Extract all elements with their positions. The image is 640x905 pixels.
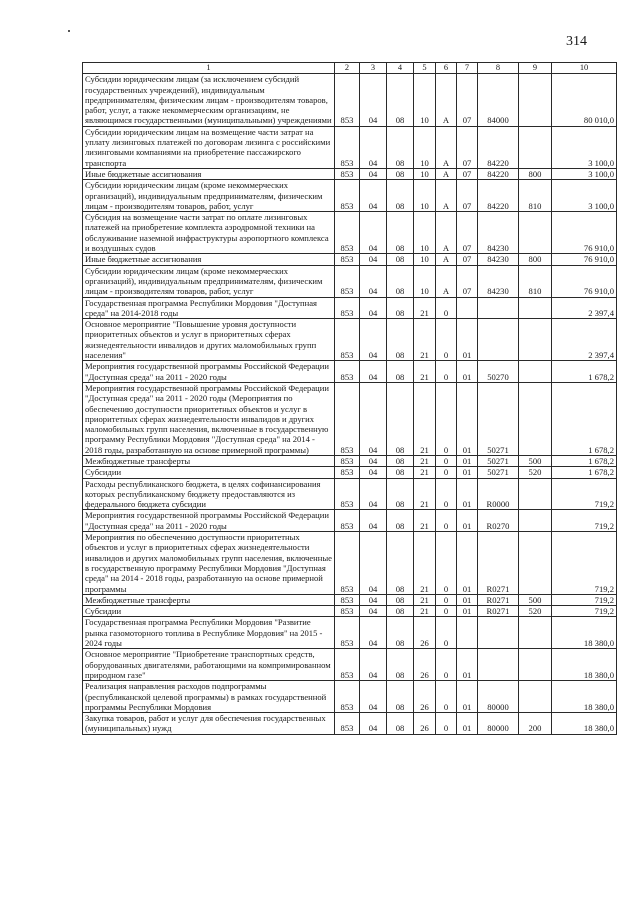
column-header: 5 bbox=[414, 63, 436, 74]
row-amount: 719,2 bbox=[552, 510, 617, 532]
row-code-c6: 0 bbox=[436, 319, 457, 361]
row-code-c5: 21 bbox=[414, 467, 436, 478]
row-amount: 719,2 bbox=[552, 478, 617, 510]
row-code-c8: R0271 bbox=[478, 532, 519, 595]
row-code-c5: 10 bbox=[414, 180, 436, 212]
row-code-c6: А bbox=[436, 254, 457, 265]
row-code-c3: 04 bbox=[360, 606, 387, 617]
row-code-c9 bbox=[519, 649, 552, 681]
table-row bbox=[83, 478, 617, 510]
row-amount: 80 010,0 bbox=[552, 74, 617, 126]
header-row bbox=[83, 63, 617, 74]
row-code-c6: 0 bbox=[436, 594, 457, 605]
row-code-c8: R0270 bbox=[478, 510, 519, 532]
row-name: Межбюджетные трансферты bbox=[83, 455, 335, 466]
table-body bbox=[83, 74, 617, 734]
row-code-c2: 853 bbox=[335, 594, 360, 605]
row-code-c2: 853 bbox=[335, 478, 360, 510]
row-code-c2: 853 bbox=[335, 265, 360, 297]
column-header: 7 bbox=[457, 63, 478, 74]
table-row bbox=[83, 212, 617, 254]
row-name: Государственная программа Республики Мордовия "Развитие рынка газомоторного топлива в Республике Мордовия" на 2015 - 2024 годы bbox=[83, 617, 335, 649]
row-code-c3: 04 bbox=[360, 265, 387, 297]
row-code-c8: 50271 bbox=[478, 382, 519, 455]
table-row bbox=[83, 617, 617, 649]
row-code-c9: 520 bbox=[519, 606, 552, 617]
row-code-c8 bbox=[478, 649, 519, 681]
row-code-c4: 08 bbox=[387, 126, 414, 168]
row-code-c8 bbox=[478, 297, 519, 319]
row-code-c9: 500 bbox=[519, 594, 552, 605]
row-code-c7: 01 bbox=[457, 681, 478, 713]
row-code-c5: 10 bbox=[414, 74, 436, 126]
row-code-c2: 853 bbox=[335, 382, 360, 455]
row-code-c3: 04 bbox=[360, 455, 387, 466]
table-row bbox=[83, 254, 617, 265]
row-code-c5: 21 bbox=[414, 478, 436, 510]
row-name: Мероприятия по обеспечению доступности приоритетных объектов и услуг в приоритетных сферах жизнедеятельности инвалидов и других маломобильных групп населения, включенные в государственную программу Республики Мордовия "Доступная среда" на 2014 - 2018 годы, разработанную на основе примерной программы bbox=[83, 532, 335, 595]
row-code-c4: 08 bbox=[387, 212, 414, 254]
row-name: Мероприятия государственной программы Российской Федерации "Доступная среда" на 2011 - 2020 годы bbox=[83, 510, 335, 532]
row-code-c8: 84230 bbox=[478, 254, 519, 265]
row-code-c2: 853 bbox=[335, 180, 360, 212]
row-code-c5: 26 bbox=[414, 649, 436, 681]
row-code-c9 bbox=[519, 478, 552, 510]
row-name: Иные бюджетные ассигнования bbox=[83, 168, 335, 179]
row-amount: 18 380,0 bbox=[552, 617, 617, 649]
row-code-c2: 853 bbox=[335, 606, 360, 617]
row-code-c3: 04 bbox=[360, 532, 387, 595]
row-code-c2: 853 bbox=[335, 681, 360, 713]
row-code-c5: 10 bbox=[414, 254, 436, 265]
table-row bbox=[83, 265, 617, 297]
row-code-c7: 01 bbox=[457, 455, 478, 466]
row-amount: 3 100,0 bbox=[552, 180, 617, 212]
row-code-c4: 08 bbox=[387, 606, 414, 617]
row-code-c3: 04 bbox=[360, 126, 387, 168]
row-code-c7: 01 bbox=[457, 594, 478, 605]
row-code-c5: 21 bbox=[414, 510, 436, 532]
row-code-c3: 04 bbox=[360, 478, 387, 510]
row-code-c4: 08 bbox=[387, 594, 414, 605]
row-amount: 1 678,2 bbox=[552, 361, 617, 383]
column-header: 9 bbox=[519, 63, 552, 74]
row-code-c6: 0 bbox=[436, 510, 457, 532]
row-name: Субсидии юридическим лицам (кроме некоммерческих организаций), индивидуальным предпринимателям, физическим лицам - производителям товаров, работ, услуг bbox=[83, 265, 335, 297]
row-code-c6: А bbox=[436, 74, 457, 126]
row-code-c2: 853 bbox=[335, 74, 360, 126]
row-code-c6: 0 bbox=[436, 361, 457, 383]
column-header: 3 bbox=[360, 63, 387, 74]
row-code-c8: 84220 bbox=[478, 126, 519, 168]
row-code-c2: 853 bbox=[335, 168, 360, 179]
row-code-c2: 853 bbox=[335, 319, 360, 361]
row-name: Государственная программа Республики Мордовия "Доступная среда" на 2014-2018 годы bbox=[83, 297, 335, 319]
scan-speck bbox=[68, 30, 70, 32]
row-code-c4: 08 bbox=[387, 180, 414, 212]
row-amount: 1 678,2 bbox=[552, 455, 617, 466]
table-row bbox=[83, 594, 617, 605]
row-amount: 1 678,2 bbox=[552, 382, 617, 455]
row-amount: 76 910,0 bbox=[552, 265, 617, 297]
row-code-c7: 07 bbox=[457, 265, 478, 297]
row-name: Субсидии юридическим лицам (кроме некоммерческих организаций), индивидуальным предпринимателям, физическим лицам - производителям товаров, работ, услуг bbox=[83, 180, 335, 212]
row-code-c7: 01 bbox=[457, 361, 478, 383]
row-code-c9 bbox=[519, 319, 552, 361]
table-row bbox=[83, 713, 617, 735]
row-code-c7: 07 bbox=[457, 212, 478, 254]
row-code-c5: 21 bbox=[414, 297, 436, 319]
row-amount: 18 380,0 bbox=[552, 681, 617, 713]
row-code-c7: 07 bbox=[457, 180, 478, 212]
row-amount: 76 910,0 bbox=[552, 254, 617, 265]
row-amount: 18 380,0 bbox=[552, 713, 617, 735]
row-code-c6: А bbox=[436, 168, 457, 179]
row-code-c6: А bbox=[436, 126, 457, 168]
row-code-c8: 84220 bbox=[478, 168, 519, 179]
row-code-c8 bbox=[478, 319, 519, 361]
row-code-c2: 853 bbox=[335, 532, 360, 595]
row-code-c6: 0 bbox=[436, 478, 457, 510]
table-row bbox=[83, 510, 617, 532]
row-code-c9: 500 bbox=[519, 455, 552, 466]
row-code-c3: 04 bbox=[360, 510, 387, 532]
row-code-c9: 810 bbox=[519, 265, 552, 297]
row-code-c4: 08 bbox=[387, 649, 414, 681]
row-code-c3: 04 bbox=[360, 180, 387, 212]
row-code-c5: 10 bbox=[414, 265, 436, 297]
row-code-c4: 08 bbox=[387, 510, 414, 532]
row-code-c6: 0 bbox=[436, 455, 457, 466]
row-code-c3: 04 bbox=[360, 681, 387, 713]
row-code-c6: 0 bbox=[436, 713, 457, 735]
row-name: Мероприятия государственной программы Российской Федерации "Доступная среда" на 2011 - 2020 годы (Мероприятия по обеспечению доступности приоритетных объектов и услуг в приоритетных сферах жизнедеятельности инвалидов и других маломобильных групп населения, включенные в государственную программу Республики Мордовия "Доступная среда" на 2014 - 2018 годы, разработанную на основе примерной программы) bbox=[83, 382, 335, 455]
row-code-c7: 01 bbox=[457, 606, 478, 617]
row-code-c8: R0271 bbox=[478, 594, 519, 605]
row-code-c6: А bbox=[436, 180, 457, 212]
row-code-c9: 800 bbox=[519, 254, 552, 265]
row-name: Реализация направления расходов подпрограммы (республиканской целевой программы) в рамках государственной программы Республики Мордовия bbox=[83, 681, 335, 713]
column-header: 1 bbox=[83, 63, 335, 74]
row-code-c4: 08 bbox=[387, 319, 414, 361]
row-amount: 18 380,0 bbox=[552, 649, 617, 681]
row-code-c9 bbox=[519, 617, 552, 649]
row-code-c7: 01 bbox=[457, 649, 478, 681]
row-code-c7 bbox=[457, 617, 478, 649]
table-row bbox=[83, 126, 617, 168]
row-code-c2: 853 bbox=[335, 713, 360, 735]
column-header: 4 bbox=[387, 63, 414, 74]
row-code-c7: 07 bbox=[457, 126, 478, 168]
row-code-c6: 0 bbox=[436, 649, 457, 681]
row-amount: 719,2 bbox=[552, 532, 617, 595]
row-code-c7: 01 bbox=[457, 532, 478, 595]
row-code-c4: 08 bbox=[387, 265, 414, 297]
table-row bbox=[83, 180, 617, 212]
row-name: Субсидия на возмещение части затрат по оплате лизинговых платежей на приобретение комплекта аэродромной техники на обслуживание наземной инфраструктуры аэропортного комплекса и воздушных судов bbox=[83, 212, 335, 254]
row-name: Субсидии bbox=[83, 467, 335, 478]
table-row bbox=[83, 382, 617, 455]
row-code-c8: 50271 bbox=[478, 455, 519, 466]
row-code-c3: 04 bbox=[360, 382, 387, 455]
row-code-c2: 853 bbox=[335, 617, 360, 649]
row-amount: 719,2 bbox=[552, 594, 617, 605]
row-code-c8: R0000 bbox=[478, 478, 519, 510]
row-name: Субсидии bbox=[83, 606, 335, 617]
column-header: 2 bbox=[335, 63, 360, 74]
row-code-c4: 08 bbox=[387, 168, 414, 179]
row-code-c9: 810 bbox=[519, 180, 552, 212]
row-code-c5: 21 bbox=[414, 594, 436, 605]
table-row bbox=[83, 168, 617, 179]
row-code-c6: А bbox=[436, 212, 457, 254]
row-amount: 719,2 bbox=[552, 606, 617, 617]
row-code-c3: 04 bbox=[360, 74, 387, 126]
row-code-c3: 04 bbox=[360, 254, 387, 265]
row-code-c7: 07 bbox=[457, 254, 478, 265]
column-header: 6 bbox=[436, 63, 457, 74]
row-code-c3: 04 bbox=[360, 319, 387, 361]
row-code-c3: 04 bbox=[360, 361, 387, 383]
row-code-c3: 04 bbox=[360, 467, 387, 478]
row-code-c8: 50271 bbox=[478, 467, 519, 478]
row-code-c2: 853 bbox=[335, 455, 360, 466]
row-code-c3: 04 bbox=[360, 212, 387, 254]
row-code-c2: 853 bbox=[335, 126, 360, 168]
row-code-c6: 0 bbox=[436, 467, 457, 478]
row-amount: 76 910,0 bbox=[552, 212, 617, 254]
row-amount: 2 397,4 bbox=[552, 297, 617, 319]
row-code-c8: 84230 bbox=[478, 212, 519, 254]
table-row bbox=[83, 606, 617, 617]
row-amount: 3 100,0 bbox=[552, 168, 617, 179]
row-code-c2: 853 bbox=[335, 297, 360, 319]
row-code-c4: 08 bbox=[387, 532, 414, 595]
column-header: 8 bbox=[478, 63, 519, 74]
row-code-c7: 07 bbox=[457, 168, 478, 179]
row-code-c8: 80000 bbox=[478, 713, 519, 735]
row-name: Расходы республиканского бюджета, в целях софинансирования которых республиканскому бюджету предоставляются из федерального бюджета субсидии bbox=[83, 478, 335, 510]
row-code-c8: 50270 bbox=[478, 361, 519, 383]
row-code-c8: 80000 bbox=[478, 681, 519, 713]
row-code-c9 bbox=[519, 74, 552, 126]
row-code-c3: 04 bbox=[360, 168, 387, 179]
row-name: Субсидии юридическим лицам на возмещение части затрат на уплату лизинговых платежей по договорам лизинга с российскими лизинговыми компаниями на приобретение пассажирского транспорта bbox=[83, 126, 335, 168]
row-amount: 2 397,4 bbox=[552, 319, 617, 361]
row-code-c3: 04 bbox=[360, 594, 387, 605]
table-row bbox=[83, 297, 617, 319]
row-code-c2: 853 bbox=[335, 212, 360, 254]
row-name: Межбюджетные трансферты bbox=[83, 594, 335, 605]
row-code-c5: 10 bbox=[414, 168, 436, 179]
row-code-c3: 04 bbox=[360, 297, 387, 319]
row-amount: 3 100,0 bbox=[552, 126, 617, 168]
row-code-c5: 21 bbox=[414, 606, 436, 617]
row-name: Мероприятия государственной программы Российской Федерации "Доступная среда" на 2011 - 2020 годы bbox=[83, 361, 335, 383]
row-code-c4: 08 bbox=[387, 455, 414, 466]
budget-table bbox=[82, 62, 617, 735]
row-name: Субсидии юридическим лицам (за исключением субсидий государственных учреждений), индивидуальным предпринимателям, физическим лицам - производителям товаров, работ, услуг, а также некоммерческим организациям, не являющимся государственными (муниципальными) учреждениями bbox=[83, 74, 335, 126]
row-code-c4: 08 bbox=[387, 361, 414, 383]
row-code-c5: 21 bbox=[414, 455, 436, 466]
row-code-c5: 21 bbox=[414, 361, 436, 383]
row-code-c6: 0 bbox=[436, 532, 457, 595]
row-code-c5: 21 bbox=[414, 319, 436, 361]
table-row bbox=[83, 532, 617, 595]
table-row bbox=[83, 319, 617, 361]
row-code-c2: 853 bbox=[335, 361, 360, 383]
row-code-c2: 853 bbox=[335, 254, 360, 265]
row-code-c9 bbox=[519, 361, 552, 383]
row-code-c6: 0 bbox=[436, 617, 457, 649]
row-code-c5: 26 bbox=[414, 713, 436, 735]
row-code-c9 bbox=[519, 681, 552, 713]
row-code-c7: 01 bbox=[457, 382, 478, 455]
row-code-c6: 0 bbox=[436, 382, 457, 455]
row-code-c8: 84230 bbox=[478, 265, 519, 297]
row-code-c9: 520 bbox=[519, 467, 552, 478]
row-code-c9 bbox=[519, 382, 552, 455]
row-code-c2: 853 bbox=[335, 467, 360, 478]
row-code-c7 bbox=[457, 297, 478, 319]
row-code-c4: 08 bbox=[387, 297, 414, 319]
row-code-c2: 853 bbox=[335, 510, 360, 532]
row-code-c4: 08 bbox=[387, 713, 414, 735]
row-code-c9: 200 bbox=[519, 713, 552, 735]
row-code-c6: А bbox=[436, 265, 457, 297]
row-code-c4: 08 bbox=[387, 74, 414, 126]
row-code-c9 bbox=[519, 126, 552, 168]
row-code-c8: 84000 bbox=[478, 74, 519, 126]
row-name: Закупка товаров, работ и услуг для обеспечения государственных (муниципальных) нужд bbox=[83, 713, 335, 735]
table-row bbox=[83, 681, 617, 713]
row-code-c5: 10 bbox=[414, 212, 436, 254]
row-name: Иные бюджетные ассигнования bbox=[83, 254, 335, 265]
row-code-c9 bbox=[519, 212, 552, 254]
row-code-c4: 08 bbox=[387, 617, 414, 649]
row-code-c8 bbox=[478, 617, 519, 649]
row-name: Основное мероприятие "Приобретение транспортных средств, оборудованных двигателями, работающими на компримированном природном газе" bbox=[83, 649, 335, 681]
row-code-c9 bbox=[519, 532, 552, 595]
row-code-c7: 01 bbox=[457, 510, 478, 532]
row-code-c6: 0 bbox=[436, 297, 457, 319]
row-code-c6: 0 bbox=[436, 606, 457, 617]
row-code-c7: 01 bbox=[457, 478, 478, 510]
row-code-c3: 04 bbox=[360, 713, 387, 735]
row-code-c9 bbox=[519, 510, 552, 532]
row-code-c8: R0271 bbox=[478, 606, 519, 617]
row-code-c8: 84220 bbox=[478, 180, 519, 212]
row-code-c7: 01 bbox=[457, 319, 478, 361]
row-code-c7: 01 bbox=[457, 467, 478, 478]
row-name: Основное мероприятие "Повышение уровня доступности приоритетных объектов и услуг в приоритетных сферах жизнедеятельности инвалидов и других маломобильных групп населения" bbox=[83, 319, 335, 361]
row-code-c3: 04 bbox=[360, 649, 387, 681]
row-code-c4: 08 bbox=[387, 254, 414, 265]
row-code-c5: 10 bbox=[414, 126, 436, 168]
table-row bbox=[83, 74, 617, 126]
row-code-c5: 21 bbox=[414, 382, 436, 455]
table-row bbox=[83, 649, 617, 681]
table-row bbox=[83, 455, 617, 466]
row-code-c4: 08 bbox=[387, 478, 414, 510]
row-code-c4: 08 bbox=[387, 681, 414, 713]
table-row bbox=[83, 361, 617, 383]
row-code-c5: 26 bbox=[414, 617, 436, 649]
row-code-c7: 07 bbox=[457, 74, 478, 126]
row-code-c3: 04 bbox=[360, 617, 387, 649]
row-code-c9 bbox=[519, 297, 552, 319]
row-amount: 1 678,2 bbox=[552, 467, 617, 478]
row-code-c2: 853 bbox=[335, 649, 360, 681]
table-row bbox=[83, 467, 617, 478]
row-code-c4: 08 bbox=[387, 467, 414, 478]
row-code-c7: 01 bbox=[457, 713, 478, 735]
row-code-c6: 0 bbox=[436, 681, 457, 713]
row-code-c4: 08 bbox=[387, 382, 414, 455]
column-header: 10 bbox=[552, 63, 617, 74]
page-number: 314 bbox=[566, 34, 587, 49]
row-code-c5: 21 bbox=[414, 532, 436, 595]
row-code-c9: 800 bbox=[519, 168, 552, 179]
row-code-c5: 26 bbox=[414, 681, 436, 713]
